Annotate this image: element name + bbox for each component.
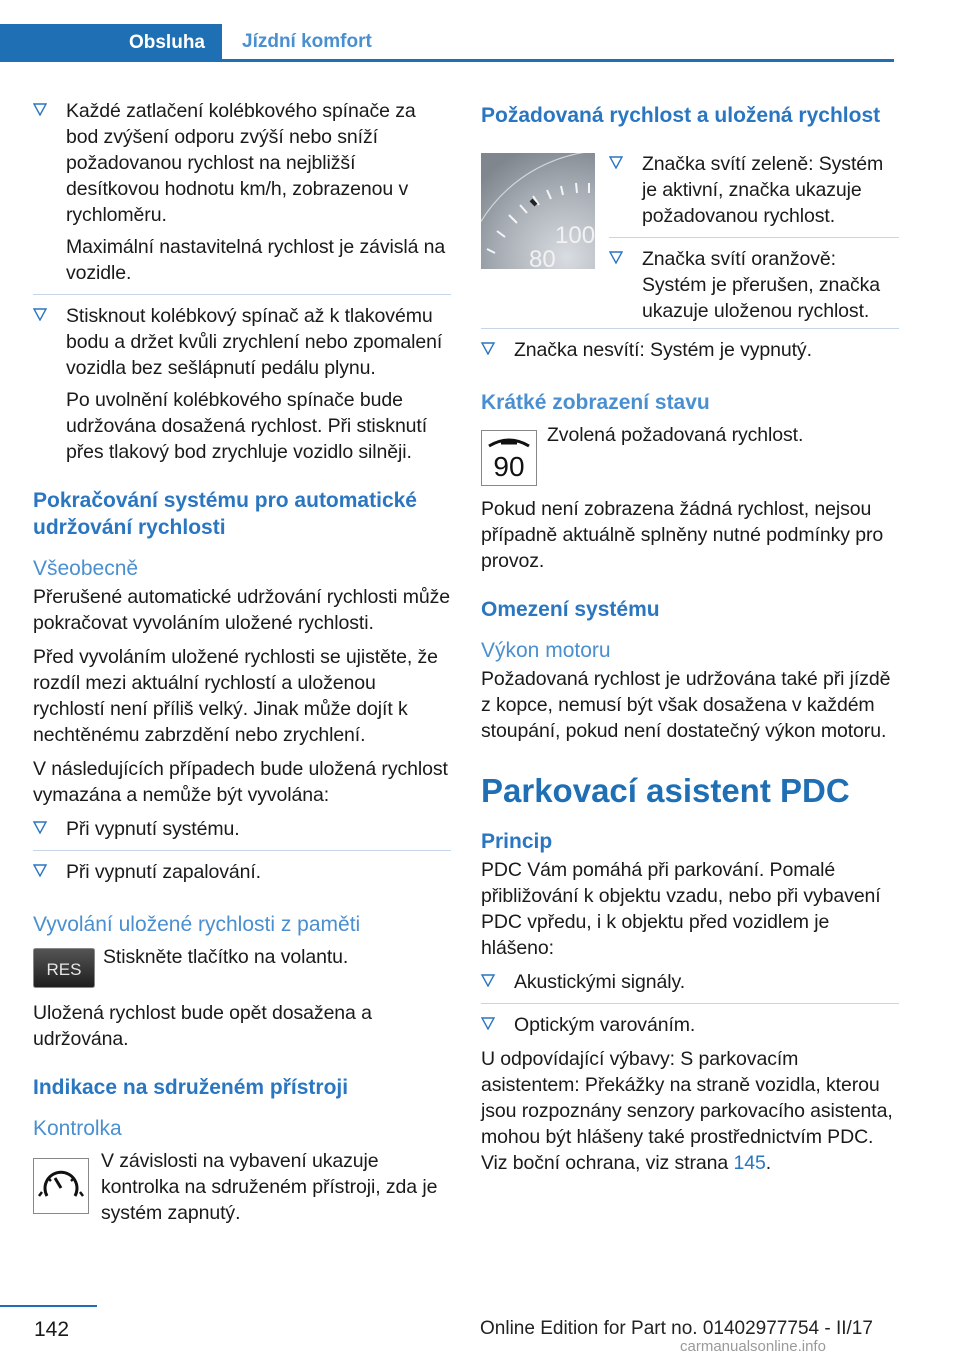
bullet-text: Při vypnutí systému. — [66, 818, 240, 840]
paragraph-text: U odpovídající výbavy: S parkovacím asistentem: Překážky na straně vozidla, kterou jsou rozpoznány senzory parkovacího asistenta, mohou být hlášeny také prostřednictvím PDC. Viz boční ochrana, viz strana — [481, 1048, 893, 1174]
res-button-icon — [33, 948, 95, 993]
divider — [609, 237, 899, 238]
heading-short-status: Krátké zobrazení stavu — [481, 391, 710, 414]
bullet-text: Značka svítí oranžově: Systém je přerušen, značka ukazuje uloženou rychlost. — [642, 248, 881, 322]
paragraph: Požadovaná rychlost je udržována také při jízdě z kopce, nemusí být však dosažena v každém stoupání, pokud není dostatečný výkon motoru. — [481, 668, 891, 742]
divider — [481, 1003, 899, 1004]
res-text: Stiskněte tlačítko na volantu. — [103, 946, 349, 968]
list-item — [481, 337, 899, 363]
speed-90-icon — [481, 430, 537, 491]
lamp-row — [33, 1148, 451, 1226]
cruise-indicator-icon — [33, 1158, 89, 1219]
header-tabs — [0, 0, 960, 62]
bullet-text: Stisknout kolébkový spínač až k tlakovému bodu a držet kvůli zrychlení nebo zpomalení vozidla bez sešlápnutí pedálu plynu. — [66, 305, 443, 379]
heading-limits: Omezení systému — [481, 598, 660, 621]
bullet-text: Každé zatlačení kolébkového spínače za bod zvýšení odporu zvýší nebo sníží požadovanou rychlost na nejbližší desítkovou hodnotu km/h, zobrazenou v rychloměru. — [66, 100, 416, 226]
list-item — [33, 98, 451, 228]
triangle-bullet-icon — [33, 864, 49, 878]
divider — [481, 328, 899, 329]
page-number: 142 — [34, 1318, 70, 1341]
list-item — [33, 859, 451, 885]
heading-cluster: Indikace na sdruženém přístroji — [33, 1076, 349, 1099]
res-label: RES — [46, 960, 82, 979]
list-item — [33, 816, 451, 842]
paragraph: PDC Vám pomáhá při parkování. Pomalé přibližování k objektu vzadu, nebo při vybavení PDC vpředu, i k objektu před vozidlem je hlášeno: — [481, 859, 881, 959]
paragraph-side-protection — [481, 1046, 899, 1176]
tab-obsluha[interactable]: Obsluha — [0, 24, 222, 62]
list-item — [609, 151, 899, 229]
heading-resume: Pokračování systému pro automatické udržování rychlosti — [33, 489, 417, 539]
subheading-lamp: Kontrolka — [33, 1117, 122, 1140]
heading-principle: Princip — [481, 830, 553, 853]
bullet-subtext: Maximální nastavitelná rychlost je závislá na vozidle. — [66, 236, 446, 284]
short-status-text: Zvolená požadovaná rychlost. — [547, 424, 804, 446]
paragraph: Přerušené automatické udržování rychlosti může pokračovat vyvoláním uložené rychlosti. — [33, 586, 451, 634]
divider — [33, 850, 451, 851]
heading-pdc: Parkovací asistent PDC — [481, 772, 850, 809]
gauge-label-80: 80 — [529, 246, 556, 269]
triangle-bullet-icon — [33, 821, 49, 835]
paragraph: Před vyvoláním uložené rychlosti se ujistěte, že rozdíl mezi aktuální rychlostí a uloženou rychlostí není příliš velký. Jinak může dojít k nechtěnému zabrzdění nebo zrychlení. — [33, 646, 438, 746]
gauge-label-100: 100 — [555, 222, 595, 249]
watermark: carmanualsonline.info — [680, 1338, 826, 1355]
list-item — [609, 246, 899, 324]
triangle-bullet-icon — [481, 342, 497, 356]
bullet-text: Značka svítí zeleně: Systém je aktivní, značka ukazuje požadovanou rychlost. — [642, 153, 884, 227]
right-column — [481, 98, 899, 1184]
edition-text: Online Edition for Part no. 01402977754 - II/17 — [480, 1318, 873, 1339]
res-row — [33, 944, 451, 994]
subheading-general: Všeobecně — [33, 557, 139, 580]
subheading-engine: Výkon motoru — [481, 639, 611, 662]
page-link-145[interactable]: 145 — [733, 1152, 766, 1174]
paragraph: Pokud není zobrazena žádná rychlost, nejsou případně aktuálně splněny nutné podmínky pro provoz. — [481, 498, 884, 572]
bullet-text: Značka nesvítí: Systém je vypnutý. — [514, 339, 812, 361]
speedometer-image — [481, 153, 595, 274]
triangle-bullet-icon — [609, 251, 625, 265]
triangle-bullet-icon — [33, 103, 49, 117]
bullet-text: Optickým varováním. — [514, 1014, 696, 1036]
list-item — [33, 303, 451, 381]
footer-rule — [0, 1305, 97, 1307]
bullet-text: Při vypnutí zapalování. — [66, 861, 261, 883]
paragraph-end: . — [765, 1152, 772, 1174]
heading-speed: Požadovaná rychlost a uložená rychlost — [481, 104, 881, 127]
speed-block — [481, 139, 899, 324]
triangle-bullet-icon — [481, 974, 497, 988]
triangle-bullet-icon — [481, 1017, 497, 1031]
list-item — [481, 969, 899, 995]
tab-jizdni-komfort[interactable]: Jízdní komfort — [222, 24, 894, 62]
divider — [33, 294, 451, 295]
triangle-bullet-icon — [609, 156, 625, 170]
triangle-bullet-icon — [33, 308, 49, 322]
subheading-recall: Vyvolání uložené rychlosti z paměti — [33, 913, 361, 936]
paragraph: V následujících případech bude uložená rychlost vymazána a nemůže být vyvolána: — [33, 758, 448, 806]
short-status-row — [481, 422, 899, 492]
list-item — [481, 1012, 899, 1038]
paragraph: Uložená rychlost bude opět dosažena a udržována. — [33, 1002, 372, 1050]
bullet-text: Akustickými signály. — [514, 971, 686, 993]
left-column — [33, 98, 451, 1226]
lamp-text: V závislosti na vybavení ukazuje kontrolka na sdruženém přístroji, zda je systém zapnutý. — [101, 1150, 438, 1224]
icon-90-label: 90 — [493, 451, 525, 482]
bullet-subtext: Po uvolnění kolébkového spínače bude udržována dosažená rychlost. Při stisknutí přes tlakový bod zrychluje vozidlo silněji. — [66, 389, 428, 463]
